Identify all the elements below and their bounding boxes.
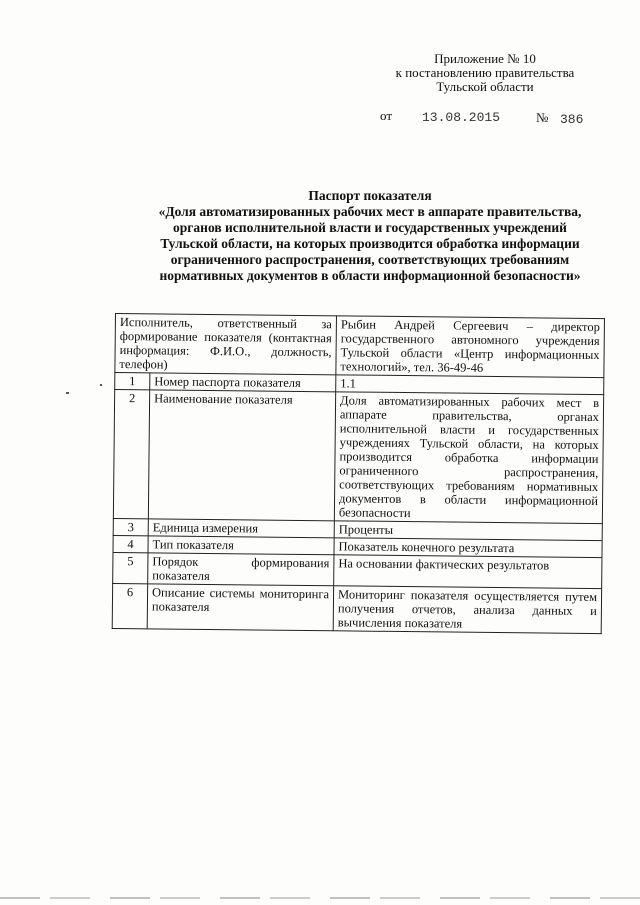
row-value: Доля автоматизированных рабочих мест в аппарате правительства, органах исполнительной власти и государственных учреждениях Тульской области, на которых производится обработка информации ограниченного распространения, соответствующих требованиям нормативных документов в области информационной безопасности — [334, 392, 603, 524]
row-number: 1 — [115, 373, 150, 390]
row-value: Мониторинг показателя осуществляется путем получения отчетов, анализа данных и вычисления показателя — [333, 586, 601, 634]
decree-from-label: от — [380, 108, 393, 123]
row-number: 3 — [113, 518, 148, 535]
decree-number: 386 — [560, 112, 584, 127]
title-line: Тульской области, на которых производится обработка информации — [160, 236, 580, 251]
appendix-resolution-line: к постановлению правительства — [395, 65, 575, 80]
executor-label: Исполнитель, ответственный за формирование показателя (контактная информация: Ф.И.О., должность, телефон) — [115, 314, 337, 375]
table-row — [112, 583, 601, 633]
row-label: Тип показателя — [148, 536, 334, 555]
scan-speck — [100, 384, 102, 386]
row-label: Номер паспорта показателя — [150, 373, 336, 392]
row-value: На основании фактических результатов — [334, 555, 602, 589]
table-row-executor — [115, 314, 605, 378]
row-number: 4 — [113, 535, 148, 552]
passport-table — [112, 313, 605, 634]
row-label: Порядок формирования показателя — [148, 553, 334, 586]
table-row — [113, 390, 603, 524]
row-value: Показатель конечного результата — [334, 538, 602, 558]
row-number: 5 — [113, 552, 148, 583]
appendix-block — [370, 52, 600, 94]
appendix-title: Приложение № 10 — [434, 51, 536, 66]
decree-line — [380, 108, 600, 126]
table-row — [113, 552, 602, 588]
decree-number-label: № — [536, 110, 549, 125]
row-number: 6 — [112, 583, 147, 628]
title-heading: Паспорт показателя — [308, 188, 432, 203]
row-value: 1.1 — [336, 375, 604, 395]
appendix-region-line: Тульской области — [436, 79, 534, 94]
title-line: нормативных документов в области информационной безопасности» — [159, 268, 581, 283]
title-line: ограниченного распространения, соответствующих требованиям — [170, 252, 570, 267]
document-title — [135, 188, 605, 284]
title-line: органов исполнительной власти и государственных учреждений — [173, 220, 567, 235]
row-label: Единица измерения — [148, 519, 334, 538]
title-line: «Доля автоматизированных рабочих мест в аппарате правительства, — [158, 204, 582, 219]
scan-edge-noise — [0, 897, 640, 899]
decree-date: 13.08.2015 — [422, 110, 501, 125]
row-value: Проценты — [334, 521, 602, 541]
executor-value: Рыбин Андрей Сергеевич – директор государственного автономного учреждения Тульской области «Центр информационных технологий», тел. 36-49-46 — [336, 316, 605, 378]
row-label: Наименование показателя — [148, 390, 335, 521]
row-label: Описание системы мониторинга показателя — [147, 584, 333, 631]
row-number: 2 — [113, 390, 149, 519]
scan-speck — [66, 392, 69, 394]
